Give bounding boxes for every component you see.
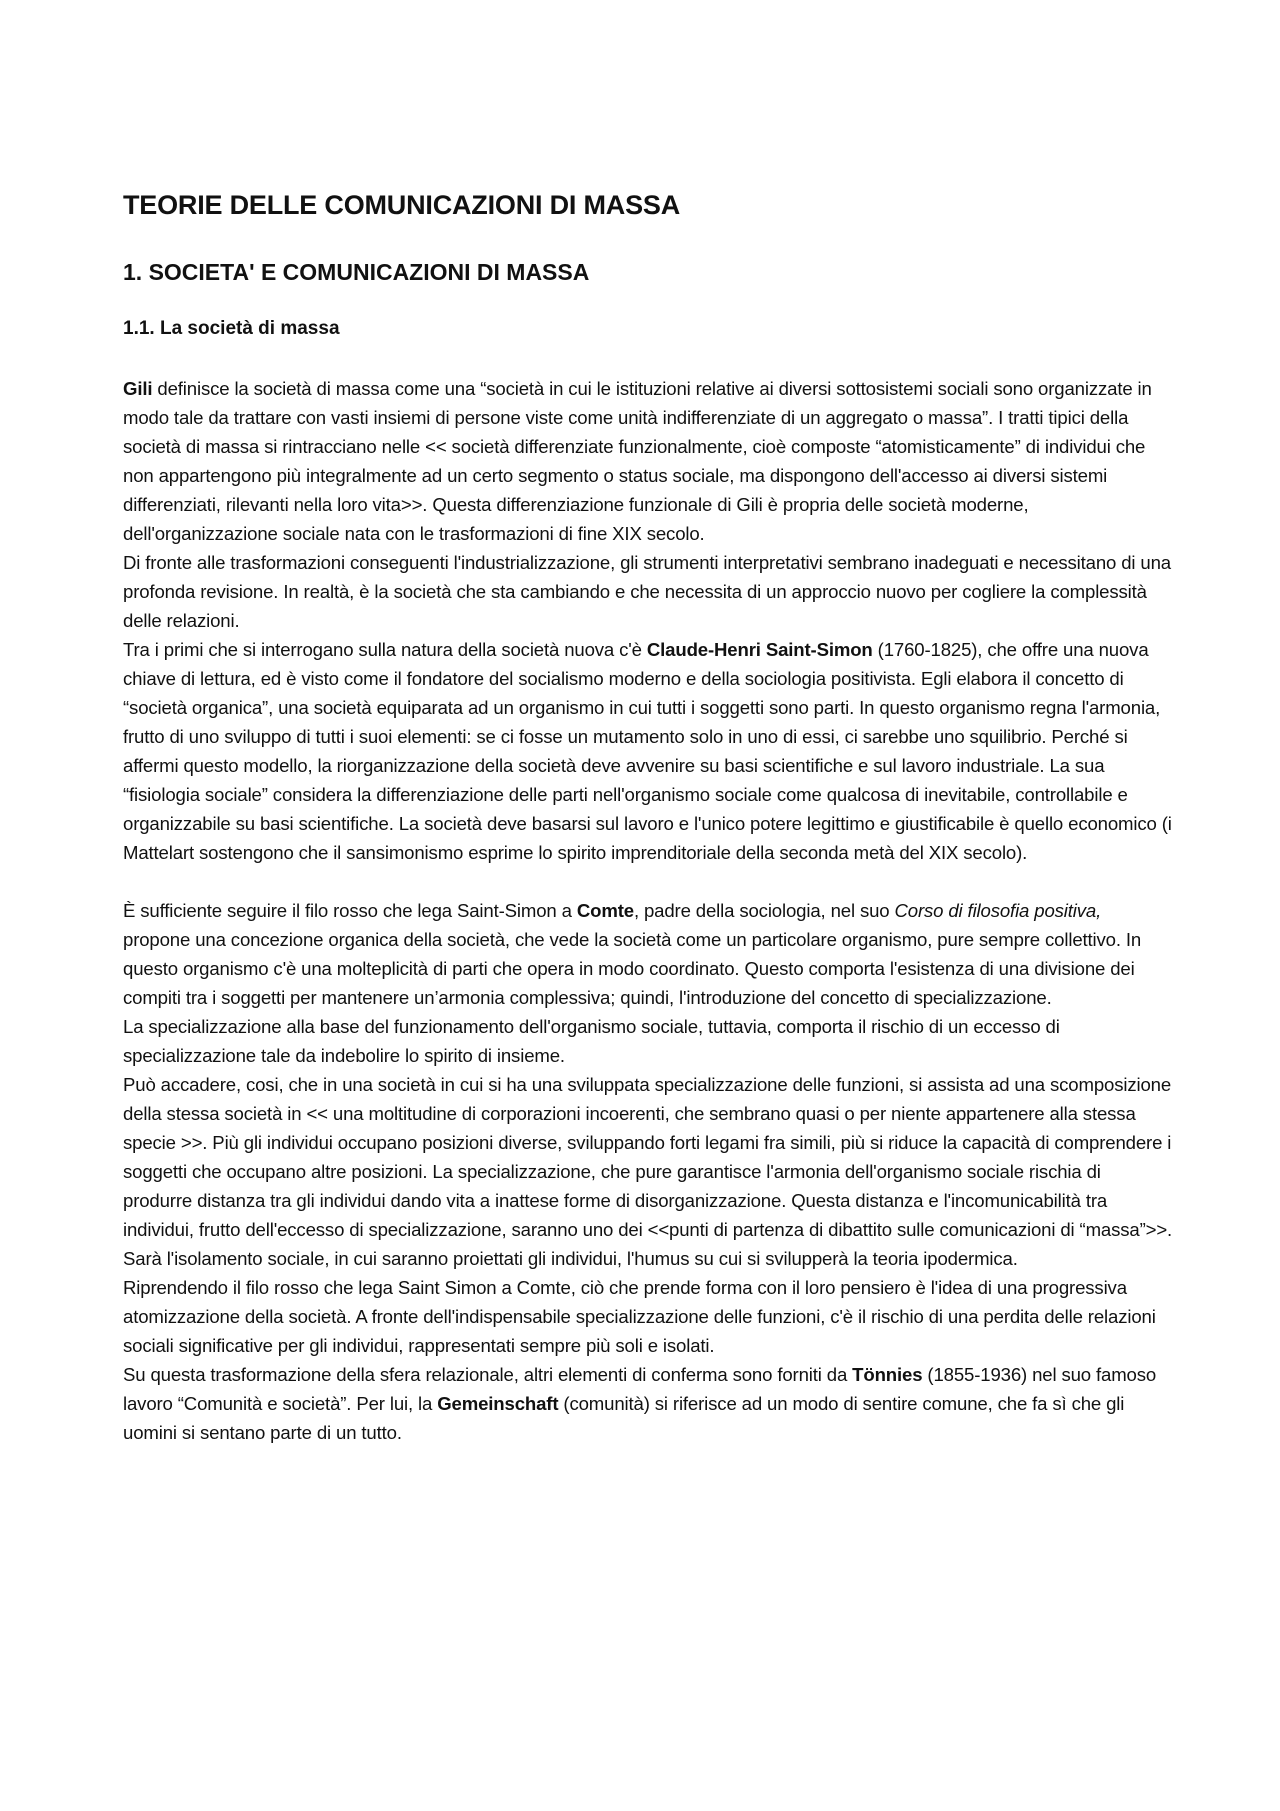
paragraph [123, 374, 1173, 548]
text-run: (1855-1936) nel suo famoso lavoro “Comunità e società”. Per lui, la [123, 1364, 1157, 1414]
document-title: TEORIE DELLE COMUNICAZIONI DI MASSA [123, 190, 681, 220]
paragraph [123, 1273, 1173, 1360]
bold-text: Claude-Henri Saint-Simon [646, 639, 873, 660]
paragraph [123, 548, 1173, 635]
text-run: , padre della sociologia, nel suo [633, 900, 895, 921]
text-run: Di fronte alle trasformazioni conseguenti l'industrializzazione, gli strumenti interpretativi sembrano inadeguati e necessitano di una profonda revisione. In realtà, è la società che sta cambiando e che necessita di un approccio nuovo per cogliere la complessità delle relazioni. [123, 552, 1171, 631]
paragraph [123, 896, 1173, 1012]
text-run: (1760-1825), che offre una nuova chiave di lettura, ed è visto come il fondatore del socialismo moderno e della sociologia positivista. Egli elabora il concetto di “società organica”, una società equiparata ad un organismo in cui tutti i soggetti sono parti. In questo organismo regna l'armonia, frutto di uno sviluppo di tutti i suoi elementi: se ci fosse un mutamento solo in uno di essi, ci sarebbe uno squilibrio. Perché si affermi questo modello, la riorganizzazione della società deve avvenire su basi scientifiche e sul lavoro industriale. La sua “fisiologia sociale” considera la differenziazione delle parti nell'organismo sociale come qualcosa di inevitabile, controllabile e organizzabile su basi scientifiche. La società deve basarsi sul lavoro e l'unico potere legittimo e giustificabile è quello economico (i Mattelart sostengono che il sansimonismo esprime lo spirito imprenditoriale della seconda metà del XIX secolo). [123, 639, 1172, 863]
text-run: È sufficiente seguire il filo rosso che lega Saint-Simon a [123, 900, 577, 921]
bold-text: Gemeinschaft [437, 1393, 559, 1414]
text-run: Può accadere, cosi, che in una società in cui si ha una sviluppata specializzazione delle funzioni, si assista ad una scomposizione della stessa società in << una moltitudine di corporazioni incoerenti, che sembrano quasi o per niente appartenere alla stessa specie >>. Più gli individui occupano posizioni diverse, sviluppando forti legami fra simili, più si riduce la capacità di comprendere i soggetti che occupano altre posizioni. La specializzazione, che pure garantisce l'armonia dell'organismo sociale rischia di produrre distanza tra gli individui dando vita a inattese forme di disorganizzazione. Questa distanza e l'incomunicabilità tra individui, frutto dell'eccesso di specializzazione, saranno uno dei <<punti di partenza di dibattito sulle comunicazioni di “massa”>>. Sarà l'isolamento sociale, in cui saranno proiettati gli individui, l'humus su cui si svilupperà la teoria ipodermica. [123, 1074, 1173, 1269]
paragraph-gap [123, 867, 1173, 896]
bold-text: Tönnies [852, 1364, 923, 1385]
section-title: 1. SOCIETA' E COMUNICAZIONI DI MASSA [123, 259, 590, 285]
paragraph [123, 1360, 1173, 1447]
bold-text: Comte [576, 900, 634, 921]
document-page [123, 182, 1173, 1447]
text-run: propone una concezione organica della società, che vede la società come un particolare organismo, pure sempre collettivo. In questo organismo c'è una molteplicità di parti che opera in modo coordinato. Questo comporta l'esistenza di una divisione dei compiti tra i soggetti per mantenere un’armonia complessiva; quindi, l'introduzione del concetto di specializzazione. [123, 929, 1142, 1008]
paragraph [123, 1070, 1173, 1273]
document-body [123, 374, 1173, 1447]
text-run: definisce la società di massa come una “società in cui le istituzioni relative ai diversi sottosistemi sociali sono organizzate in modo tale da trattare con vasti insiemi di persone viste come unità indifferenziate di un aggregato o massa”. I tratti tipici della società di massa si rintracciano nelle << società differenziate funzionalmente, cioè composte “atomisticamente” di individui che non appartengono più integralmente ad un certo segmento o status sociale, ma dispongono dell'accesso ai diversi sistemi differenziati, rilevanti nella loro vita>>. Questa differenziazione funzionale di Gili è propria delle società moderne, dell'organizzazione sociale nata con le trasformazioni di fine XIX secolo. [123, 378, 1152, 544]
subsection-title: 1.1. La società di massa [123, 318, 340, 339]
text-run: Tra i primi che si interrogano sulla natura della società nuova c'è [123, 639, 647, 660]
text-run: La specializzazione alla base del funzionamento dell'organismo sociale, tuttavia, comporta il rischio di un eccesso di specializzazione tale da indebolire lo spirito di insieme. [123, 1016, 1060, 1066]
italic-text: Corso di filosofia positiva, [894, 900, 1102, 921]
text-run: (comunità) si riferisce ad un modo di sentire comune, che fa sì che gli uomini si sentano parte di un tutto. [123, 1393, 1125, 1443]
paragraph [123, 1012, 1173, 1070]
text-run: Riprendendo il filo rosso che lega Saint Simon a Comte, ciò che prende forma con il loro pensiero è l'idea di una progressiva atomizzazione della società. A fronte dell'indispensabile specializzazione delle funzioni, c'è il rischio di una perdita delle relazioni sociali significative per gli individui, rappresentati sempre più soli e isolati. [123, 1277, 1156, 1356]
paragraph [123, 635, 1173, 867]
text-run: Su questa trasformazione della sfera relazionale, altri elementi di conferma sono forniti da [123, 1364, 853, 1385]
bold-text: Gili [123, 378, 153, 399]
